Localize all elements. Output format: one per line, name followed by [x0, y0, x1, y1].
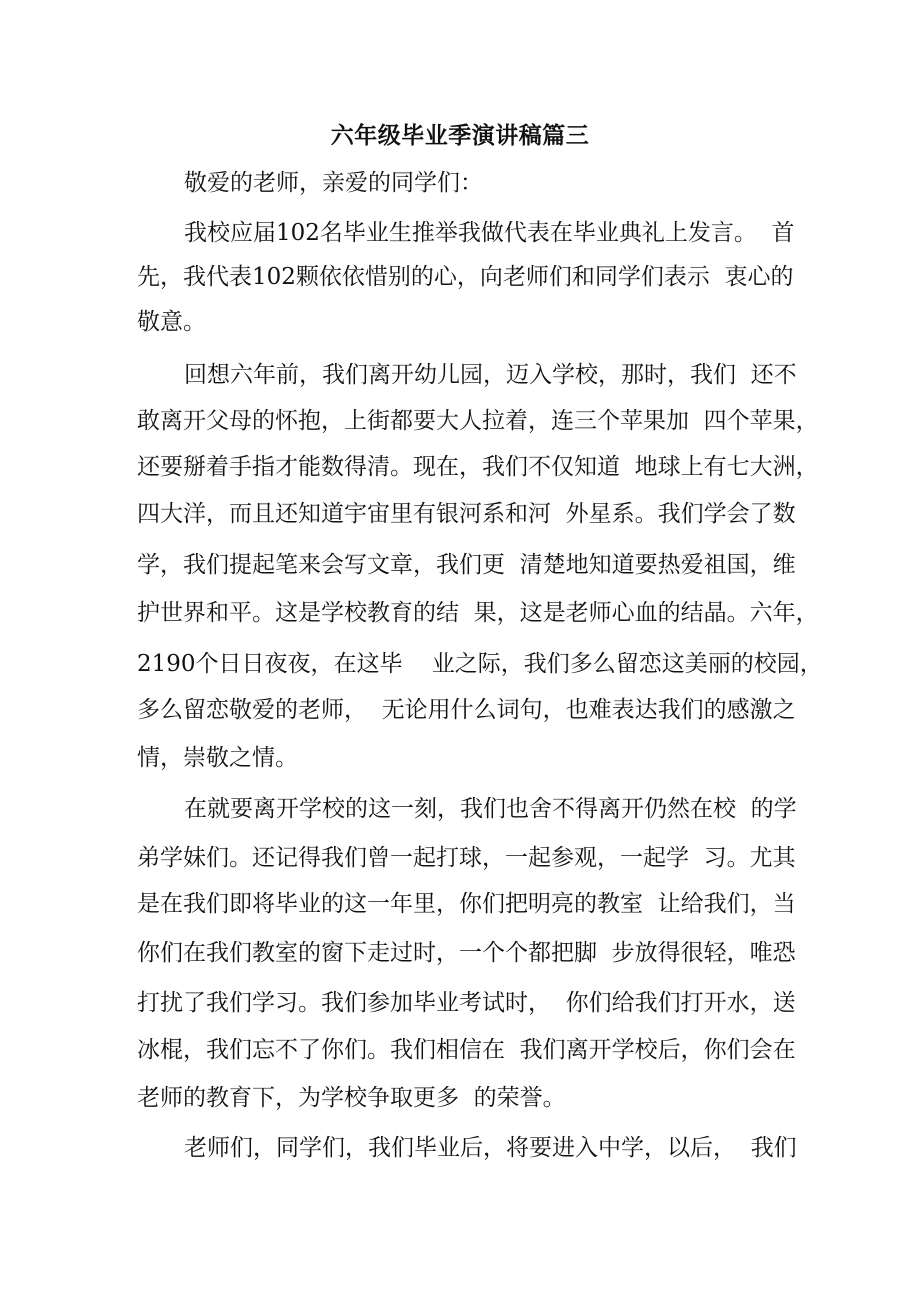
paragraph-line: 你们在我们教室的窗下走过时，一个个都把脚 步放得很轻，唯恐: [137, 940, 796, 966]
salutation-line: 敬爱的老师，亲爱的同学们：: [184, 170, 483, 196]
paragraph-line: 2190个日日夜夜，在这毕 业之际，我们多么留恋这美丽的校园，: [137, 651, 823, 677]
paragraph-line: 打扰了我们学习。我们参加毕业考试时， 你们给我们打开水，送: [137, 990, 796, 1016]
paragraph-line: 学，我们提起笔来会写文章，我们更 清楚地知道要热爱祖国，维: [137, 552, 796, 578]
paragraph-line: 情，崇敬之情。: [137, 745, 298, 771]
paragraph-line: 四大洋，而且还知道宇宙里有银河系和河 外星系。我们学会了数: [137, 501, 796, 527]
paragraph-line: 冰棍，我们忘不了你们。我们相信在 我们离开学校后，你们会在: [137, 1037, 796, 1063]
paragraph-line: 回想六年前，我们离开幼儿园，迈入学校，那时，我们 还不: [184, 362, 797, 388]
paragraph-line: 是在我们即将毕业的这一年里，你们把明亮的教室 让给我们，当: [137, 891, 796, 917]
paragraph-line: 老师们，同学们，我们毕业后，将要进入中学，以后， 我们: [184, 1135, 797, 1161]
paragraph-line: 老师的教育下，为学校争取更多 的荣誉。: [137, 1085, 566, 1111]
document-title: 六年级毕业季演讲稿篇三: [330, 122, 590, 149]
paragraph-line: 弟学妹们。还记得我们曾一起打球，一起参观，一起学 习。尤其: [137, 845, 796, 871]
paragraph-line: 敢离开父母的怀抱，上街都要大人拉着，连三个苹果加 四个苹果，: [137, 408, 819, 434]
paragraph-line: 多么留恋敬爱的老师， 无论用什么词句，也难表达我们的感激之: [137, 697, 796, 723]
paragraph-line: 在就要离开学校的这一刻，我们也舍不得离开仍然在校 的学: [184, 796, 797, 822]
paragraph-line: 护世界和平。这是学校教育的结 果，这是老师心血的结晶。六年，: [137, 600, 819, 626]
paragraph-line: 还要掰着手指才能数得清。现在，我们不仅知道 地球上有七大洲，: [137, 454, 819, 480]
paragraph-line: 敬意。: [137, 309, 206, 335]
paragraph-line: 先，我代表102颗依依惜别的心，向老师们和同学们表示 衷心的: [137, 264, 794, 290]
paragraph-line: 我校应届102名毕业生推举我做代表在毕业典礼上发言。 首: [184, 220, 795, 246]
